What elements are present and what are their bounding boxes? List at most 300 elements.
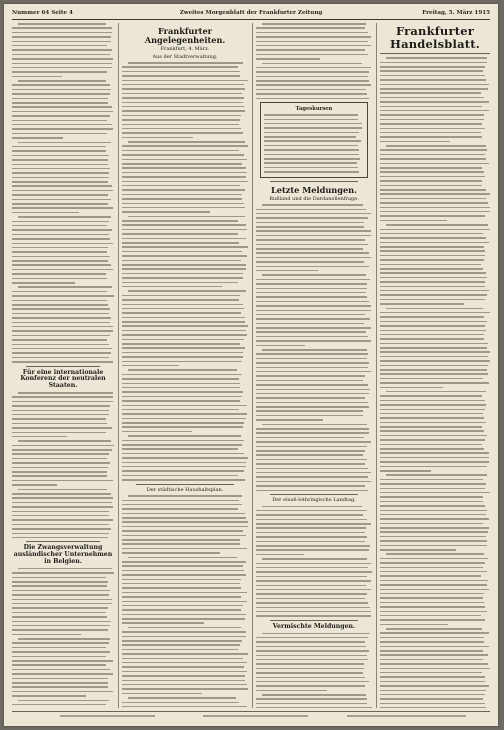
- text-line: [122, 119, 240, 121]
- article-body: [256, 23, 372, 99]
- article-body: [12, 568, 114, 708]
- text-line: [380, 589, 489, 591]
- text-line: [256, 650, 369, 652]
- text-line: [380, 330, 486, 332]
- text-line: [380, 351, 490, 353]
- text-line: [12, 651, 110, 653]
- text-line: [122, 680, 245, 682]
- text-line: [122, 233, 238, 235]
- text-line: [380, 338, 484, 340]
- text-line: [122, 662, 247, 664]
- text-line: [256, 380, 363, 382]
- text-line: [12, 621, 111, 623]
- text-line: [380, 545, 487, 547]
- text-line: [386, 57, 487, 59]
- text-line: [12, 418, 106, 420]
- text-line: [12, 497, 113, 499]
- text-line: [380, 624, 448, 626]
- text-line: [12, 326, 113, 328]
- text-line: [18, 638, 110, 640]
- text-line: [122, 552, 220, 554]
- text-line: [12, 660, 113, 662]
- column-rule: [376, 23, 377, 708]
- text-line: [12, 251, 107, 253]
- text-line: [380, 602, 484, 604]
- text-line: [122, 592, 247, 594]
- text-line: [122, 579, 241, 581]
- article-separator: [26, 541, 100, 542]
- text-line: [122, 71, 240, 73]
- text-line: [12, 436, 67, 438]
- text-line: [12, 577, 106, 579]
- text-line: [256, 327, 371, 329]
- masthead-rule: [380, 53, 490, 54]
- text-line: [18, 216, 111, 218]
- text-line: [18, 489, 107, 491]
- text-line: [12, 515, 109, 517]
- text-line: [122, 286, 222, 288]
- text-line: [256, 598, 365, 600]
- text-line: [122, 618, 245, 620]
- text-line: [256, 523, 371, 525]
- text-line: [12, 172, 109, 174]
- text-line: [380, 369, 487, 371]
- text-line: [256, 27, 365, 29]
- text-line: [264, 136, 356, 138]
- text-line: [256, 345, 305, 347]
- text-line: [256, 611, 371, 613]
- text-line: [12, 159, 108, 161]
- text-line: [256, 490, 368, 492]
- article-body: [12, 392, 114, 538]
- text-line: [380, 448, 484, 450]
- text-line: [386, 145, 486, 147]
- text-line: [12, 89, 111, 91]
- text-line: [256, 607, 370, 609]
- text-line: [380, 198, 486, 200]
- text-line: [122, 521, 248, 523]
- text-line: [122, 334, 247, 336]
- text-line: [122, 330, 246, 332]
- text-line: [12, 704, 106, 706]
- text-line: [122, 649, 238, 651]
- text-line: [122, 181, 248, 183]
- text-line: [380, 312, 490, 314]
- text-line: [380, 650, 483, 652]
- subsection-heading: Der städtische Haushaltsplan.: [146, 486, 224, 493]
- text-line: [256, 402, 368, 404]
- text-line: [256, 519, 367, 521]
- text-line: [256, 527, 366, 529]
- text-line: [122, 365, 179, 367]
- text-line: [256, 358, 367, 360]
- text-line: [12, 234, 109, 236]
- text-line: [380, 220, 447, 222]
- text-line: [380, 558, 488, 560]
- text-line: [122, 574, 246, 576]
- text-line: [380, 167, 482, 169]
- text-line: [12, 181, 108, 183]
- text-line: [122, 609, 241, 611]
- text-line: [12, 405, 110, 407]
- text-line: [262, 274, 366, 276]
- text-line: [122, 299, 239, 301]
- text-line: [380, 136, 482, 138]
- text-line: [380, 518, 489, 520]
- text-line: [122, 361, 242, 363]
- text-line: [122, 565, 243, 567]
- text-line: [122, 356, 243, 358]
- column-1: [12, 23, 114, 708]
- text-line: [122, 622, 204, 624]
- text-line: [380, 272, 486, 274]
- article-separator: [270, 181, 358, 182]
- text-line: [122, 321, 245, 323]
- text-line: [122, 422, 244, 424]
- text-line: [122, 343, 240, 345]
- text-line: [256, 541, 365, 543]
- text-line: [12, 396, 113, 398]
- text-line: [256, 454, 363, 456]
- text-line: [256, 305, 371, 307]
- quotes-table: [264, 114, 364, 173]
- text-line: [380, 237, 486, 239]
- text-line: [12, 493, 111, 495]
- running-header: [12, 9, 490, 20]
- text-line: [380, 483, 486, 485]
- text-line: [380, 707, 486, 708]
- text-line: [256, 310, 371, 312]
- text-line: [380, 571, 487, 573]
- text-line: [122, 255, 247, 257]
- text-line: [256, 580, 371, 582]
- text-line: [380, 294, 487, 296]
- text-line: [380, 505, 485, 507]
- section-heading: Vermischte Meldungen.: [272, 622, 356, 630]
- text-line: [256, 235, 371, 237]
- text-line: [122, 93, 242, 95]
- text-line: [256, 283, 367, 285]
- text-line: [380, 400, 485, 402]
- text-line: [262, 63, 362, 65]
- text-line: [264, 158, 360, 160]
- text-line: [256, 270, 318, 272]
- text-line: [380, 286, 485, 288]
- text-line: [256, 554, 304, 556]
- text-line: [12, 634, 81, 636]
- text-line: [122, 583, 240, 585]
- text-line: [122, 504, 242, 506]
- text-line: [12, 102, 108, 104]
- text-line: [12, 612, 106, 614]
- text-line: [12, 357, 109, 359]
- text-line: [122, 462, 246, 464]
- text-line: [264, 162, 357, 164]
- subsection-heading: Der elsaß-lothringische Landtag.: [272, 497, 356, 504]
- text-line: [18, 80, 106, 82]
- text-line: [256, 703, 367, 705]
- text-line: [12, 155, 109, 157]
- article-body: [380, 57, 490, 708]
- text-line: [256, 655, 367, 657]
- text-line: [12, 146, 106, 148]
- text-line: [122, 587, 241, 589]
- text-line: [380, 641, 484, 643]
- text-line: [380, 417, 484, 419]
- text-line: [122, 97, 244, 99]
- text-line: [122, 325, 248, 327]
- text-line: [262, 204, 363, 206]
- text-line: [380, 457, 489, 459]
- text-line: [122, 400, 240, 402]
- text-line: [256, 257, 371, 259]
- text-line: [122, 570, 244, 572]
- text-line: [122, 383, 240, 385]
- text-line: [380, 110, 489, 112]
- text-line: [380, 654, 488, 656]
- text-line: [12, 330, 113, 332]
- text-line: [12, 256, 110, 258]
- text-line: [380, 264, 481, 266]
- text-line: [12, 282, 75, 284]
- text-line: [256, 292, 366, 294]
- text-line: [122, 154, 244, 156]
- text-line: [12, 669, 110, 671]
- article-heading: Die Zwangsverwaltung ausländischer Unternehmen in Belgien.: [13, 544, 113, 566]
- text-line: [256, 266, 369, 268]
- text-line: [12, 506, 113, 508]
- text-line: [264, 119, 358, 121]
- text-line: [12, 453, 109, 455]
- text-line: [256, 371, 371, 373]
- text-line: [264, 149, 359, 151]
- column-2: [122, 23, 248, 708]
- text-line: [380, 92, 481, 94]
- text-line: [122, 203, 244, 205]
- text-line: [12, 361, 113, 363]
- text-line: [380, 536, 486, 538]
- text-line: [128, 627, 241, 629]
- text-line: [256, 336, 368, 338]
- text-line: [122, 387, 240, 389]
- text-line: [122, 211, 210, 213]
- text-line: [12, 607, 108, 609]
- text-line: [380, 149, 487, 151]
- text-line: [12, 585, 107, 587]
- text-line: [256, 419, 323, 421]
- text-line: [380, 580, 488, 582]
- text-line: [122, 268, 246, 270]
- text-line: [380, 426, 482, 428]
- text-line: [122, 413, 247, 415]
- text-line: [256, 532, 365, 534]
- text-line: [380, 470, 431, 472]
- text-line: [12, 462, 110, 464]
- text-line: [12, 528, 111, 530]
- text-line: [122, 229, 247, 231]
- text-line: [380, 360, 490, 362]
- text-line: [12, 308, 110, 310]
- text-line: [12, 445, 114, 447]
- text-line: [122, 207, 245, 209]
- text-line: [12, 168, 110, 170]
- text-line: [262, 349, 367, 351]
- text-line: [380, 492, 490, 494]
- text-line: [12, 32, 112, 34]
- text-line: [122, 409, 239, 411]
- text-line: [256, 428, 369, 430]
- text-line: [380, 593, 484, 595]
- text-line: [380, 611, 487, 613]
- text-line: [256, 476, 368, 478]
- text-line: [256, 672, 363, 674]
- text-line: [12, 137, 63, 139]
- text-line: [380, 404, 486, 406]
- text-line: [380, 62, 487, 64]
- text-line: [122, 508, 238, 510]
- text-line: [122, 405, 247, 407]
- article-body: [12, 23, 114, 363]
- text-line: [122, 526, 248, 528]
- text-line: [256, 58, 320, 60]
- text-line: [12, 111, 113, 113]
- text-line: [386, 308, 483, 310]
- text-line: [12, 519, 113, 521]
- article-body: [256, 633, 372, 708]
- text-line: [122, 84, 244, 86]
- text-line: [12, 63, 112, 65]
- text-line: [256, 389, 370, 391]
- text-line: [256, 510, 367, 512]
- text-line: [264, 123, 362, 125]
- text-line: [122, 189, 245, 191]
- section-masthead: Frankfurter Handelsblatt.: [390, 24, 480, 51]
- text-line: [380, 259, 484, 261]
- text-line: [380, 347, 487, 349]
- text-line: [380, 233, 483, 235]
- text-line: [380, 632, 489, 634]
- text-line: [380, 496, 483, 498]
- newspaper-title: Zweites Morgenblatt der Frankfurter Zeitung: [179, 10, 323, 16]
- text-line: [386, 474, 487, 476]
- text-line: [380, 387, 443, 389]
- article-separator: [136, 484, 234, 485]
- text-line: [122, 653, 248, 655]
- text-line: [12, 616, 107, 618]
- text-line: [380, 615, 481, 617]
- text-line: [256, 45, 371, 47]
- text-line: [122, 448, 238, 450]
- text-line: [128, 290, 246, 292]
- text-line: [256, 637, 368, 639]
- text-line: [380, 672, 482, 674]
- text-line: [380, 461, 489, 463]
- text-line: [380, 84, 489, 86]
- text-line: [12, 410, 109, 412]
- text-line: [12, 221, 109, 223]
- section-heading: Letzte Meldungen.: [271, 184, 357, 195]
- text-line: [264, 167, 358, 169]
- text-line: [12, 199, 111, 201]
- text-line: [262, 23, 366, 25]
- text-line: [12, 502, 112, 504]
- text-line: [380, 413, 483, 415]
- text-line: [18, 700, 109, 702]
- text-line: [122, 352, 243, 354]
- text-line: [122, 150, 239, 152]
- text-line: [122, 457, 248, 459]
- text-line: [380, 158, 486, 160]
- text-line: [122, 124, 239, 126]
- text-line: [122, 548, 247, 550]
- text-line: [380, 255, 485, 257]
- text-line: [12, 304, 108, 306]
- issue-date: Freitag, 5. März 1915: [422, 10, 490, 16]
- text-line: [12, 339, 107, 341]
- text-line: [380, 141, 450, 143]
- text-line: [122, 224, 246, 226]
- text-line: [380, 132, 481, 134]
- text-line: [12, 344, 109, 346]
- text-line: [256, 362, 369, 364]
- text-line: [380, 668, 490, 670]
- text-line: [12, 225, 107, 227]
- text-line: [122, 312, 241, 314]
- text-line: [256, 576, 367, 578]
- article-body: [122, 62, 248, 481]
- text-line: [12, 335, 110, 337]
- text-line: [12, 572, 114, 574]
- text-line: [380, 334, 484, 336]
- text-line: [122, 220, 238, 222]
- text-line: [380, 171, 484, 173]
- text-line: [18, 142, 111, 144]
- text-line: [12, 238, 110, 240]
- text-line: [380, 681, 485, 683]
- text-line: [256, 668, 364, 670]
- text-line: [380, 321, 487, 323]
- text-line: [12, 41, 111, 43]
- text-line: [12, 295, 114, 297]
- text-line: [122, 260, 241, 262]
- text-line: [380, 637, 484, 639]
- text-line: [380, 452, 489, 454]
- text-line: [12, 54, 110, 56]
- text-line: [128, 62, 243, 64]
- text-line: [128, 435, 241, 437]
- text-line: [256, 450, 365, 452]
- article-separator: [26, 366, 100, 367]
- text-line: [122, 658, 243, 660]
- text-line: [128, 216, 245, 218]
- text-line: [380, 676, 485, 678]
- text-line: [256, 567, 368, 569]
- text-line: [380, 698, 483, 700]
- text-line: [122, 308, 244, 310]
- text-line: [380, 343, 488, 345]
- text-line: [380, 123, 482, 125]
- text-line: [256, 472, 371, 474]
- text-line: [256, 80, 369, 82]
- newspaper-page: [4, 4, 498, 726]
- text-line: [122, 185, 240, 187]
- text-line: [122, 277, 243, 279]
- text-line: [122, 273, 243, 275]
- text-line: [12, 264, 111, 266]
- text-line: [256, 415, 363, 417]
- text-line: [12, 682, 108, 684]
- text-line: [122, 543, 240, 545]
